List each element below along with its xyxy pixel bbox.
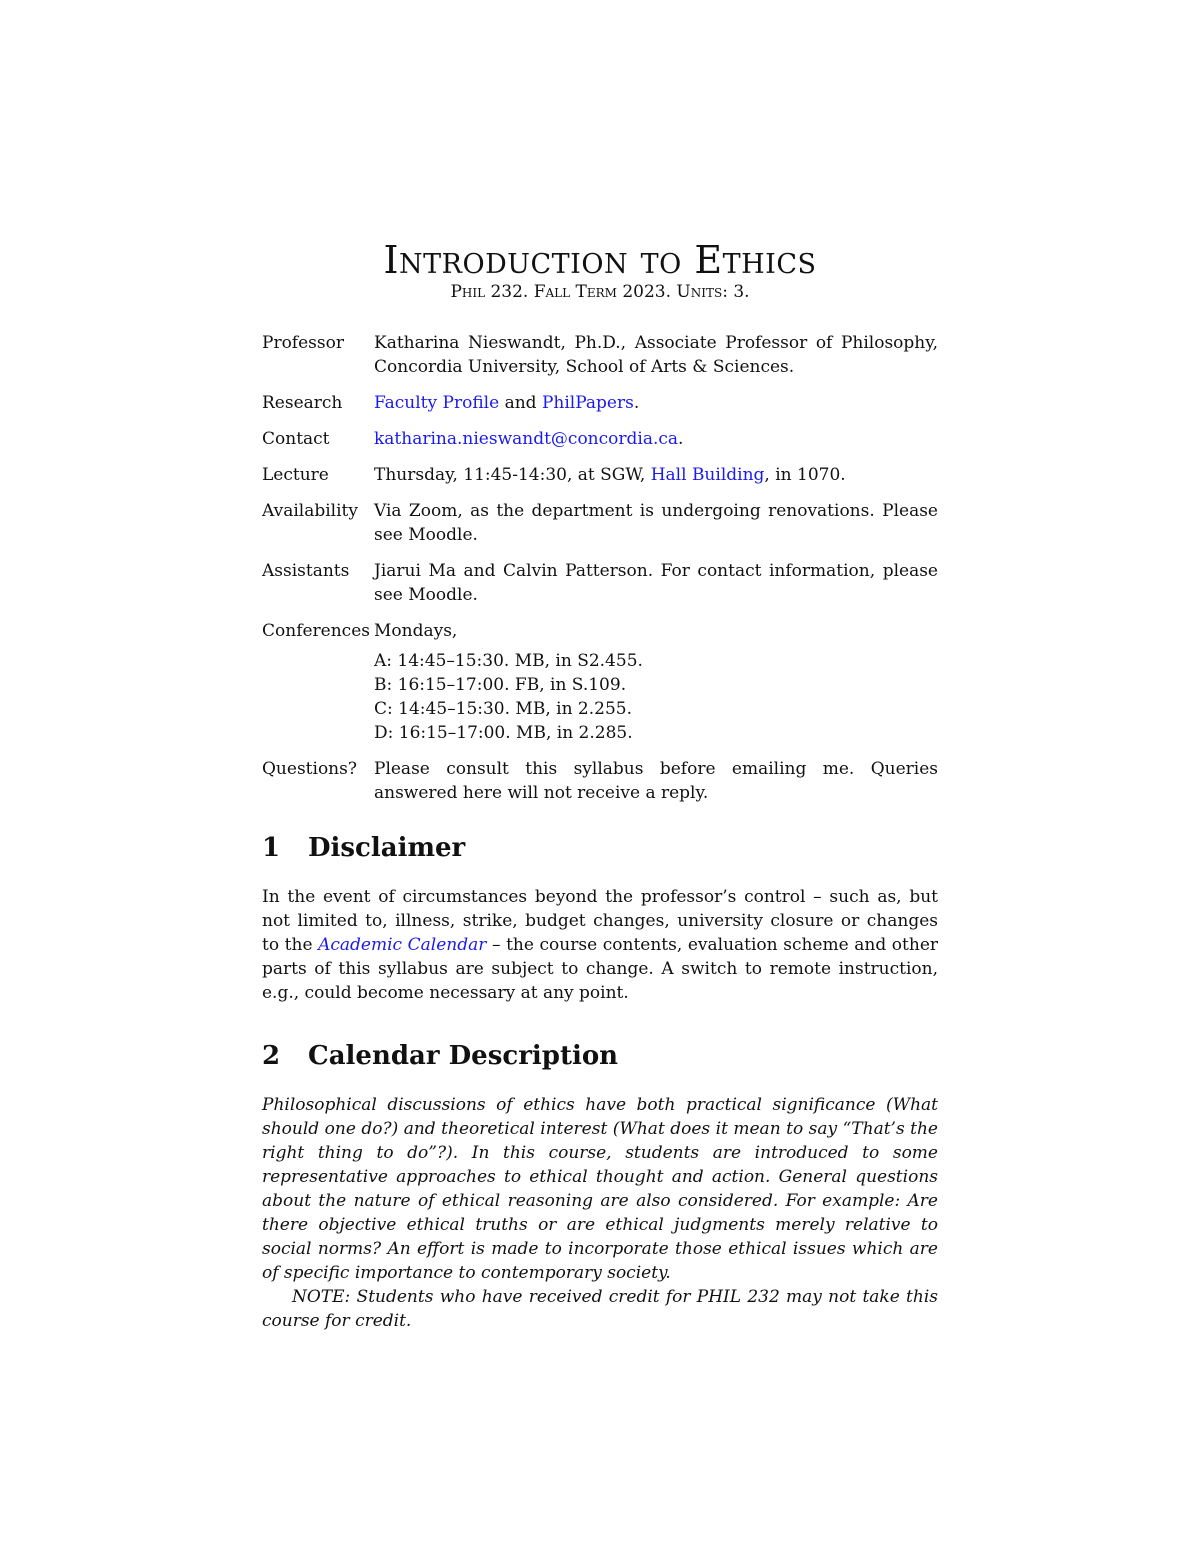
conferences-intro: Mondays,	[374, 621, 458, 641]
info-label-lecture: Lecture	[262, 465, 329, 485]
section-title: Calendar Description	[308, 1041, 619, 1071]
calendar-note-paragraph: NOTE: Students who have received credit for PHIL 232 may not take this course for credit.	[262, 1287, 938, 1331]
syllabus-page	[262, 236, 938, 1333]
section-calendar-description	[262, 1039, 938, 1333]
info-row-lecture	[262, 463, 938, 487]
disclaimer-text-before: In the event of circumstances beyond the professor’s control – such as, but not limited to, illness, strike, budget changes, university closure or changes to the	[262, 887, 938, 955]
info-label-contact: Contact	[262, 429, 330, 449]
conference-slot: B: 16:15–17:00. FB, in S.109.	[374, 675, 627, 695]
info-label-professor: Professor	[262, 333, 344, 353]
info-value-lecture	[374, 463, 938, 487]
info-row-questions	[262, 757, 938, 805]
info-row-research	[262, 391, 938, 415]
info-value-conferences	[374, 619, 938, 745]
faculty-profile-link[interactable]: Faculty Profile	[374, 393, 500, 413]
section-disclaimer	[262, 831, 938, 1005]
hall-building-link[interactable]: Hall Building	[650, 465, 765, 485]
info-value-professor: Katharina Nieswandt, Ph.D., Associate Professor of Philosophy, Concordia University, School of Arts & Sciences.	[374, 333, 938, 377]
document-subtitle: Phil 232. Fall Term 2023. Units: 3.	[450, 282, 750, 302]
section-heading-disclaimer	[262, 831, 938, 865]
info-row-professor	[262, 331, 938, 379]
document-title: Introduction to Ethics	[383, 238, 817, 282]
section-heading-calendar-description	[262, 1039, 938, 1073]
course-info-table	[262, 331, 938, 805]
info-label-research: Research	[262, 393, 343, 413]
calendar-description-paragraph: Philosophical discussions of ethics have both practical significance (What should one do?) and theoretical interest (What does it mean to say “That’s the right thing to do”?). In this course, students are introduced to some representative approaches to ethical thought and action. General questions about the nature of ethical reasoning are also considered. For example: Are there objective ethical truths or are ethical judgments merely relative to social norms? An effort is made to incorporate those ethical issues which are of specific importance to contemporary society.	[262, 1095, 938, 1283]
section-number: 2	[262, 1041, 281, 1071]
disclaimer-paragraph	[262, 885, 938, 1005]
conference-slot: A: 14:45–15:30. MB, in S2.455.	[374, 651, 643, 671]
info-row-contact	[262, 427, 938, 451]
conference-slot: C: 14:45–15:30. MB, in 2.255.	[374, 699, 632, 719]
conference-slots	[374, 649, 938, 745]
disclaimer-text-after: – the course contents, evaluation scheme and other parts of this syllabus are subject to change. A switch to remote instruction, e.g., could become necessary at any point.	[262, 935, 939, 1003]
research-and-text: and	[499, 393, 542, 413]
info-row-availability	[262, 499, 938, 547]
contact-email-link[interactable]: katharina.nieswandt@concordia.ca	[374, 429, 679, 449]
info-value-questions: Please consult this syllabus before emailing me. Queries answered here will not receive a reply.	[374, 759, 938, 803]
info-value-assistants: Jiarui Ma and Calvin Patterson. For contact information, please see Moodle.	[374, 561, 938, 605]
info-label-conferences: Conferences	[262, 621, 370, 641]
contact-end-text: .	[678, 429, 684, 449]
conference-slot: D: 16:15–17:00. MB, in 2.285.	[374, 723, 633, 743]
info-row-conferences	[262, 619, 938, 745]
info-value-contact	[374, 427, 938, 451]
info-label-availability: Availability	[262, 501, 358, 521]
research-end-text: .	[633, 393, 640, 413]
info-value-research	[374, 391, 938, 415]
academic-calendar-link[interactable]: Academic Calendar	[318, 935, 487, 955]
lecture-room-text: , in 1070.	[764, 465, 846, 485]
info-label-questions: Questions?	[262, 759, 357, 779]
info-row-assistants	[262, 559, 938, 607]
info-label-assistants: Assistants	[262, 561, 350, 581]
section-number: 1	[262, 833, 281, 863]
section-title: Disclaimer	[308, 833, 466, 863]
info-value-availability: Via Zoom, as the department is undergoing renovations. Please see Moodle.	[374, 501, 938, 545]
philpapers-link[interactable]: PhilPapers	[541, 393, 634, 413]
lecture-time-text: Thursday, 11:45-14:30, at SGW,	[374, 465, 651, 485]
